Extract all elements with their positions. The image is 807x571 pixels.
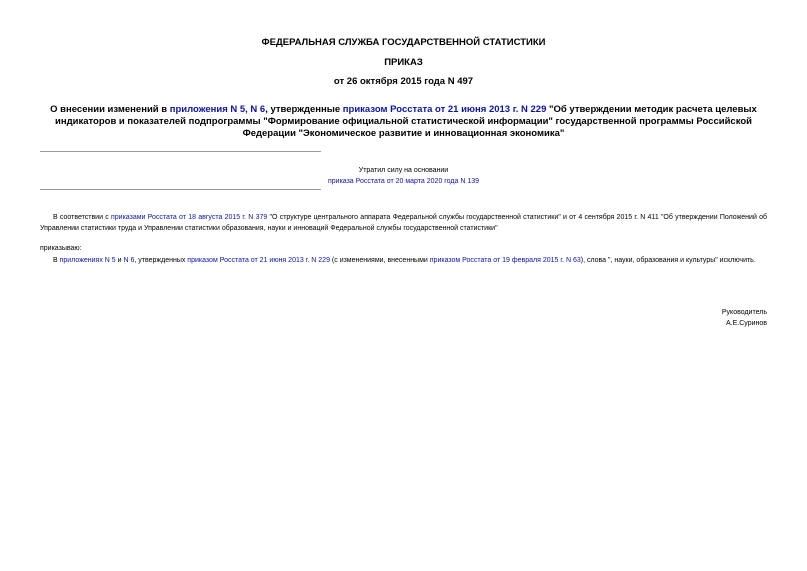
document-title [40, 104, 767, 140]
title-text: "Об утверждении методик расчета целевых индикаторов и показателей подпрограммы "Формирование официальной статистической информации" государственной программы Российской Федерации "Экономическое развитие и инновационная экономика" [55, 104, 757, 139]
expired-notice [300, 165, 507, 187]
order-paragraph [40, 255, 767, 266]
divider-top [40, 151, 321, 152]
divider-bottom [40, 189, 321, 190]
signature-block [567, 307, 767, 329]
link-order-63[interactable]: приказом Росстата от 19 февраля 2015 г. N 63 [429, 257, 581, 264]
link-appendix-5[interactable]: приложениях N 5 [59, 257, 116, 264]
title-text: , утвержденные [265, 104, 343, 115]
document-type: ПРИКАЗ [384, 57, 423, 68]
link-order-229-body[interactable]: приказом Росстата от 21 июня 2013 г. N 229 [187, 257, 330, 264]
link-orders-379[interactable]: приказами Росстата от 18 августа 2015 г. N 379 [110, 214, 268, 221]
signer-name: А.Е.Суринов [726, 320, 767, 327]
link-order-229[interactable]: приказом Росстата от 21 июня 2013 г. N 229 [342, 104, 547, 115]
paragraph-text: и [115, 257, 124, 264]
paragraph-text: "О структуре центрального аппарата Федеральной службы государственной статистики" и от 4 сентября 2015 г. N 411 "Об утверждении Положений об Управлении статистики труда и Управлении статистики образования, науки и инноваций Федеральной службы государственной статистики" [40, 214, 767, 232]
paragraph-text: В [53, 257, 60, 264]
preamble-paragraph [40, 212, 767, 234]
order-word: приказываю: [40, 245, 82, 252]
link-appendix-6[interactable]: N 6 [123, 257, 135, 264]
paragraph-text: (с изменениями, внесенными [329, 257, 430, 264]
paragraph-text: ), слова ", науки, образования и культуры" исключить. [580, 257, 756, 264]
paragraph-text: , утвержденных [134, 257, 188, 264]
link-appendices-5-6[interactable]: приложения N 5, N 6 [169, 104, 266, 115]
link-order-139[interactable]: приказа Росстата от 20 марта 2020 года N 139 [327, 178, 480, 185]
paragraph-text: В соответствии с [53, 214, 111, 221]
signer-position: Руководитель [721, 309, 767, 316]
expired-label: Утратил силу на основании [358, 167, 449, 174]
title-text: О внесении изменений в [50, 104, 170, 115]
document-date: от 26 октября 2015 года N 497 [333, 76, 474, 87]
agency-name: ФЕДЕРАЛЬНАЯ СЛУЖБА ГОСУДАРСТВЕННОЙ СТАТИСТИКИ [261, 37, 546, 48]
